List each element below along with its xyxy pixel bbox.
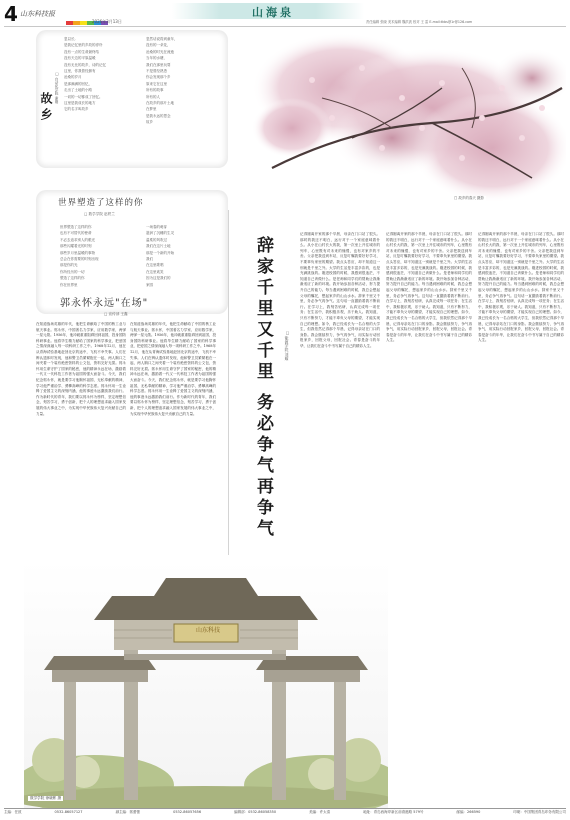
world-source: □ 数学学院 赵轶兰 bbox=[84, 212, 115, 216]
main-title: 辞家千里又千里 务必争气再争气 bbox=[253, 236, 273, 540]
poem-line: 塑造了这样的你 bbox=[60, 276, 85, 281]
footer-postcode: 邮编：266590 bbox=[456, 810, 481, 814]
poem-line: 你所经历的一切 bbox=[60, 269, 85, 274]
poem-line: 你在世界里 bbox=[60, 282, 78, 287]
poem-line: 是我记忆里的乡故的淳朴 bbox=[64, 43, 103, 48]
main-body-col3: 记得刚离开家的那个早晨，母亲在门口站了很久。那时的我还不明白，远行对于一个家庭意味着什么。从小在山村长大的我，第一次坐上开往城市的列车，心里既有对未来的憧憬，也有对家乡的不舍。父亲把我送到车站，反复叮嘱我要好好学习，不要辜负家里的期望。我点头答应，却不知道这一别就是千里之外。大学的生活是丰富多彩的，也是充满挑战的。刚进校园的时候，我感到很迷茫，不知道自己该做什么。是老师和同学们的帮助让我渐渐适应了新的环境。我开始参加各种活动，努力提升自己的能力。每当遇到困难的时候，我总会想起父母的嘱托，想起家乡的山山水水。辞家千里又千里，务必争气再争气。这句话一直激励着我不断前行。在学习上，我刻苦钻研，认真完成每一项任务；在生活中，我积极乐观，乐于助人。我知道，只有不断努力，才能不辜负父母的期望，才能实现自己的理想。如今，我已经成长为一名合格的大学生，但我依然记得那个早晨，记得母亲站在门口的身影。我会继续努力，争气再争气，用实际行动回报家乡，回报父母，回报社会。青春是奋斗的年华，让我们在奋斗中书写属于自己的精彩人生。 bbox=[478, 232, 564, 343]
memorial-gate-illustration bbox=[24, 560, 388, 808]
column-divider bbox=[228, 210, 229, 555]
section-title: 山海泉 bbox=[252, 6, 294, 19]
poem-line: 总会在你需要的时刻出现 bbox=[60, 257, 99, 262]
poem-line: 在梦里 bbox=[146, 107, 157, 112]
poem-line: 它的名字叫故乡 bbox=[64, 107, 89, 112]
guxiang-poem-left bbox=[64, 36, 140, 113]
poem-line: 沧桑的岁月 bbox=[64, 75, 82, 80]
guo-body-col2: 在知道战场英雄的年代，他把生命献给了中国的核工业与航天事业。郭永怀，中国著名力学家、应用数学家，两弹一星元勋。1956年，他冲破重重阻碍回到祖国，投身国防科研事业。他将毕生精力献给了国家的科学事业，把爱国之情深深融入每一项科研工作之中。1968年12月，他在从青海试验基地赶回北京的途中，飞机不幸失事。人们在辨认遗体时发现，他和警卫员紧紧抱在一起，两人胸口之间夹着一个装有绝密资料的公文包，资料完好无损。郭永怀用生命守护了国家的秘密，他的精神永远在场，激励着一代又一代科技工作者为祖国的强大而奋斗。今天，我们纪念郭永怀，就是要学习他胸怀祖国、无私奉献的精神，学习他严谨治学、勇攀高峰的科学态度。郭永怀用一生诠释了爱国主义的深刻内涵，他的事迹永远激励我们前行。作为新时代的青年，我们要以郭永怀为榜样，坚定理想信念，刻苦学习，勇于创新，把个人的理想追求融入国家发展的伟大事业之中，为实现中华民族伟大复兴贡献自己的力量。 bbox=[130, 322, 216, 416]
poem-line: 是那满满的回忆， bbox=[64, 81, 92, 86]
poem-line: 温柔的风吹过 bbox=[146, 237, 167, 242]
poem-line: 是我永远的思念 bbox=[146, 113, 171, 118]
poem-line: 在这里欢笑 bbox=[146, 269, 164, 274]
blossom-illustration bbox=[232, 28, 566, 204]
poem-line: 也有不可替代的使命 bbox=[60, 231, 92, 236]
poem-line: 滋润了沉睡的生灵 bbox=[146, 231, 174, 236]
world-poem-left bbox=[60, 224, 138, 288]
footer-vice-phone: 0532-86057656 bbox=[173, 810, 202, 814]
guo-source: □ 宣传部 王鑫 bbox=[104, 312, 128, 316]
poem-line: 那些闪耀着光的时刻 bbox=[60, 244, 92, 249]
gate-plaque-text: 山东科技 bbox=[195, 627, 220, 634]
poem-line: 原来它在这里 bbox=[146, 81, 167, 86]
poem-line: 那是一个新的开始 bbox=[146, 250, 174, 255]
poem-line: 所有的人 bbox=[146, 94, 160, 99]
footer-printer: 印刷：中国集团青岛印务有限公司 bbox=[513, 810, 566, 814]
footer-editor: 主编：任波 bbox=[4, 810, 22, 814]
poem-line: 忽然话说将到童年， bbox=[146, 37, 178, 41]
poem-line: 这里是我成长的地方 bbox=[64, 101, 96, 106]
poem-line: 那些岁月里温暖的事物 bbox=[60, 250, 95, 255]
footer-dept: 编辑部：0532-86058350 bbox=[234, 810, 277, 814]
main-body-col1: 记得刚离开家的那个早晨，母亲在门口站了很久。那时的我还不明白，远行对于一个家庭意味着什么。从小在山村长大的我，第一次坐上开往城市的列车，心里既有对未来的憧憬，也有对家乡的不舍。父亲把我送到车站，反复叮嘱我要好好学习，不要辜负家里的期望。我点头答应，却不知道这一别就是千里之外。大学的生活是丰富多彩的，也是充满挑战的。刚进校园的时候，我感到很迷茫，不知道自己该做什么。是老师和同学们的帮助让我渐渐适应了新的环境。我开始参加各种活动，努力提升自己的能力。每当遇到困难的时候，我总会想起父母的嘱托，想起家乡的山山水水。辞家千里又千里，务必争气再争气。这句话一直激励着我不断前行。在学习上，我刻苦钻研，认真完成每一项任务；在生活中，我积极乐观，乐于助人。我知道，只有不断努力，才能不辜负父母的期望，才能实现自己的理想。如今，我已经成长为一名合格的大学生，但我依然记得那个早晨，记得母亲站在门口的身影。我会继续努力，争气再争气，用实际行动回报家乡，回报父母，回报社会。青春是奋斗的年华，让我们在奋斗中书写属于自己的精彩人生。 bbox=[300, 232, 380, 348]
blossom-caption: □ 故乡的春天 摄影 bbox=[454, 196, 485, 200]
poem-line: 那是你的光 bbox=[60, 263, 78, 268]
issue-date: 2026年3月13日 bbox=[92, 19, 122, 24]
poem-line: 因为这是我们的 bbox=[146, 276, 171, 281]
guxiang-poem-right bbox=[146, 36, 224, 126]
poem-line: 故乡 bbox=[146, 120, 153, 125]
footer-bar bbox=[4, 810, 566, 815]
poem-line: 在这里歌唱 bbox=[146, 263, 164, 268]
poem-line: 你会发现那个乡 bbox=[146, 75, 171, 80]
poem-line: 在故乡的那片土地 bbox=[146, 101, 174, 106]
poem-line: 家园 bbox=[146, 282, 153, 287]
poem-line: 没有的一朵花， bbox=[146, 43, 171, 48]
page-number: 4 bbox=[4, 2, 18, 26]
poem-line: 沧桑的时光在流逝 bbox=[146, 49, 174, 54]
guxiang-source: □ 自动化学院 谢刚 bbox=[55, 72, 59, 104]
poem-line: 一切的一切都成了回忆。 bbox=[64, 94, 103, 99]
guo-body-col1: 在知道战场英雄的年代，他把生命献给了中国的核工业与航天事业。郭永怀，中国著名力学家、应用数学家，两弹一星元勋。1956年，他冲破重重阻碍回到祖国，投身国防科研事业。他将毕生精力献给了国家的科学事业，把爱国之情深深融入每一项科研工作之中。1968年12月，他在从青海试验基地赶回北京的途中，飞机不幸失事。人们在辨认遗体时发现，他和警卫员紧紧抱在一起，两人胸口之间夹着一个装有绝密资料的公文包，资料完好无损。郭永怀用生命守护了国家的秘密，他的精神永远在场，激励着一代又一代科技工作者为祖国的强大而奋斗。今天，我们纪念郭永怀，就是要学习他胸怀祖国、无私奉献的精神，学习他严谨治学、勇攀高峰的科学态度。郭永怀用一生诠释了爱国主义的深刻内涵，他的事迹永远激励我们前行。作为新时代的青年，我们要以郭永怀为榜样，坚定理想信念，刻苦学习，勇于创新，把个人的理想追求融入国家发展的伟大事业之中，为实现中华民族伟大复兴贡献自己的力量。 bbox=[36, 322, 126, 416]
poem-line: 我们在这片土地 bbox=[146, 244, 171, 249]
poem-line: 一场春的萌芽 bbox=[146, 225, 167, 229]
footer-address: 地址：青岛西海岸新区前湾港路 579号 bbox=[363, 810, 424, 814]
world-poem-right bbox=[146, 224, 224, 288]
poem-line: 这里，你我曾经拥有 bbox=[64, 69, 96, 74]
poem-line: 当年的水塘， bbox=[146, 56, 167, 61]
footer-phone: 0532-86057127 bbox=[54, 810, 83, 814]
poem-line: 所有的故事 bbox=[146, 88, 164, 93]
main-body-col2: 记得刚离开家的那个早晨，母亲在门口站了很久。那时的我还不明白，远行对于一个家庭意味着什么。从小在山村长大的我，第一次坐上开往城市的列车，心里既有对未来的憧憬，也有对家乡的不舍。父亲把我送到车站，反复叮嘱我要好好学习，不要辜负家里的期望。我点头答应，却不知道这一别就是千里之外。大学的生活是丰富多彩的，也是充满挑战的。刚进校园的时候，我感到很迷茫，不知道自己该做什么。是老师和同学们的帮助让我渐渐适应了新的环境。我开始参加各种活动，努力提升自己的能力。每当遇到困难的时候，我总会想起父母的嘱托，想起家乡的山山水水。辞家千里又千里，务必争气再争气。这句话一直激励着我不断前行。在学习上，我刻苦钻研，认真完成每一项任务；在生活中，我积极乐观，乐于助人。我知道，只有不断努力，才能不辜负父母的期望，才能实现自己的理想。如今，我已经成长为一名合格的大学生，但我依然记得那个早晨，记得母亲站在门口的身影。我会继续努力，争气再争气，用实际行动回报家乡，回报父母，回报社会。青春是奋斗的年华，让我们在奋斗中书写属于自己的精彩人生。 bbox=[386, 232, 472, 343]
blossom-photo bbox=[232, 28, 566, 204]
color-bar bbox=[66, 10, 110, 14]
poem-line: 忽以长, bbox=[64, 37, 76, 41]
gate-photo bbox=[24, 560, 388, 808]
poem-line: 没有天边的平原温暖 bbox=[64, 56, 96, 61]
poem-line: 不必去追求别人的眼光 bbox=[60, 237, 95, 242]
poem-line: 没有一点的生命最终结 bbox=[64, 49, 99, 54]
editor-info: 责任编辑 张晓 美术编辑 魏洪波 校对 王 雷 E-mail:tkbs@1r@126.com bbox=[366, 20, 473, 24]
poem-line: 世界塑造了这样的你 bbox=[60, 225, 92, 229]
gate-photo-caption: 数学学院 徐晓彬 摄 bbox=[30, 796, 62, 800]
main-source: □ 能源学院 刘耀 bbox=[285, 330, 290, 361]
footer-art: 美编：许太清 bbox=[309, 810, 331, 814]
guxiang-title: 故乡 bbox=[39, 92, 53, 124]
poem-line: 没有无比的故乡，诗的记忆 bbox=[64, 62, 106, 67]
footer-vice-editor: 副主编：郭蕾蕾 bbox=[115, 810, 141, 814]
guo-title: 郭永怀永远"在场" bbox=[60, 298, 149, 309]
poem-line: 不是曾经熟悉 bbox=[146, 69, 167, 74]
paper-name: 山东科技报 bbox=[20, 10, 55, 18]
world-title: 世界塑造了这样的你 bbox=[58, 198, 144, 208]
poem-line: 我们在那里玩耍 bbox=[146, 62, 171, 67]
footer-rule bbox=[4, 808, 566, 809]
header-rule bbox=[4, 26, 566, 27]
poem-line: 走出了土地的小路 bbox=[64, 88, 92, 93]
poem-line: 我们 bbox=[146, 257, 153, 262]
